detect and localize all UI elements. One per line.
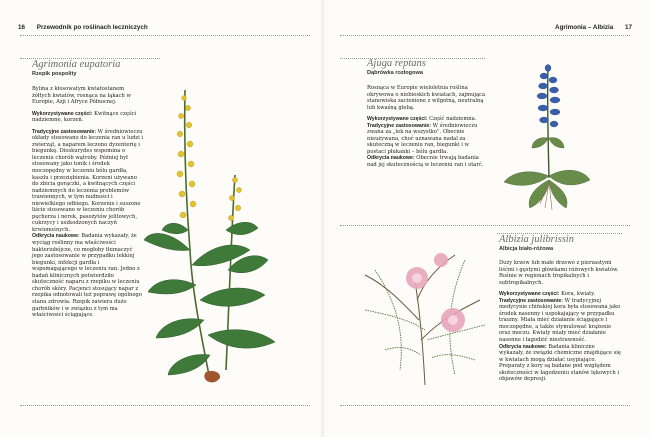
agrimonia-illustration [140, 80, 290, 390]
albizia-parts-label: Wykorzystywane części: [499, 291, 560, 298]
agrimonia-parts-text: Kwitnące części nadziemne, korzeń. [32, 110, 137, 124]
ajuga-research-text: Obecnie trwają badania nad jej skutecznością w leczeniu ran i otarć. [367, 155, 484, 169]
albizia-common-name: Albicja biało-różowa [499, 246, 554, 252]
agrimonia-traditional-label: Tradycyjne zastosowanie: [32, 128, 97, 135]
left-running-title: Przewodnik po roślinach leczniczych [36, 24, 148, 31]
ajuga-parts-text: Część nadziemna. [427, 116, 477, 123]
ajuga-traditional-text: W średniowieczu zwana za „lek na wszystko”. Obecnie nieużywana, choć uznawana nadal za skuteczną w leczeniu ran, biegunki i w postaci płukanki – bólu gardła. [367, 122, 478, 155]
albizia-parts-text: Kora, kwiaty. [559, 291, 596, 298]
left-page-number: 16 [18, 24, 26, 31]
mid-rule [340, 225, 630, 226]
left-bottom-rule [20, 405, 310, 406]
albizia-traditional [499, 298, 621, 344]
ajuga-common-name: Dąbrówka rozłogowa [367, 70, 423, 76]
albizia-research-text: Badania kliniczne wykazały, że związki chemiczne znajdujące się w kwiatach mogą działać usypiająco. Preparaty z kory są badane pod względem skuteczności w łagodzeniu stanów lękowych i objawów depresji. [499, 343, 621, 383]
albizia-body [499, 260, 621, 383]
right-running-title: Agrimonia – Albizia [555, 24, 614, 31]
agrimonia-traditional [32, 129, 144, 234]
left-top-rule [20, 35, 310, 36]
albizia-intro: Duży krzew lub małe drzewo z pierzastymi liśćmi i gęstymi główkami różowych kwiatów. Rośnie w regionach tropikalnych i subtropikalnych. [499, 260, 619, 286]
ajuga-research [367, 155, 489, 168]
agrimonia-research-label: Odkrycia naukowe: [32, 233, 80, 240]
agrimonia-parts [32, 111, 144, 124]
ajuga-traditional-label: Tradycyjne zastosowanie: [367, 122, 432, 129]
albizia-title: Albizia julibrissin [499, 234, 574, 245]
right-page [325, 0, 650, 437]
agrimonia-research-text: Badania wykazały, że wyciąg roślinny ma właściwości bakteriobójcze, co mogłoby tłumaczyć jego zastosowanie w przypadku lekkiej biegunki, infekcji gardła i wspomagającego w leczeniu ran. Jedno z badań klinicznych potwierdziło skuteczność naparu z rzepiku w leczeniu chorób skóry. Pacjenci stosujący napar z rzepika odnotowali też poprawę ogólnego stanu zdrowia. Rzepik zawiera dużo garbników i w związku z tym ma właściwości ściągające. [32, 233, 142, 319]
agrimonia-traditional-text: W średniowieczu okłady stosowano do leczenia ran u ludzi i zwierząt, a naparem leczono dyzenterię i biegunkę. Dioskurydes wspomina o leczeniu chorób wątroby. Później był stosowany jako tonik i środek moczopędny w leczeniu bólu gardła, kaszlu i przeziębienia. Korzeni używano do zbicia gorączki, a kwitnących części nadziemnych do leczenia problemów trawiennych, w tym nudności i niewielkiego odbiegu. Korzenie i suszone liście stosowano w leczeniu chorób pęcherza i nerek, pasożytów jelitowych, cukrzycy i uszkodzonych naczyń krwionośnych. [32, 128, 144, 233]
agrimonia-common-name: Rzepik pospolity [32, 71, 77, 77]
ajuga-traditional [367, 123, 489, 156]
albizia-research-label: Odkrycia naukowe: [499, 343, 547, 350]
albizia-traditional-label: Tradycyjne zastosowanie: [499, 297, 564, 304]
ajuga-body [367, 85, 489, 169]
ajuga-research-label: Odkrycia naukowe: [367, 155, 415, 162]
agrimonia-body [32, 86, 144, 319]
albizia-research [499, 344, 621, 383]
ajuga-title: Ajuga reptans [367, 58, 426, 69]
right-top-rule [340, 35, 630, 36]
albizia-illustration [355, 240, 495, 390]
agrimonia-intro: Bylina z kłosowatym kwiatostanem żółtych kwiatów, rosnąca na łąkach w Europie, Azji i Afryce Północnej. [32, 86, 131, 106]
agrimonia-parts-label: Wykorzystywane części: [32, 110, 93, 117]
agrimonia-title: Agrimonia eupatoria [32, 59, 121, 70]
ajuga-intro: Rosnąca w Europie wieloletnia roślina okrywowa o niebieskich kwiatach, zajmująca stanowiska zacienione z wilgotną, neutralną lub kwaśną glebą. [367, 85, 486, 111]
agrimonia-research [32, 233, 144, 318]
right-page-number: 17 [624, 24, 632, 31]
left-header [8, 24, 148, 31]
right-bottom-rule [340, 405, 630, 406]
right-header [555, 24, 642, 31]
ajuga-illustration [500, 58, 590, 218]
albizia-traditional-text: W tradycyjnej medycynie chińskiej kora była stosowana jako środek nasenny i uspokajający w przypadku traumy. Miała mieć działanie ściągające i moczopędne, a także stymulować krążenie oraz moczu. Kwiaty miały mieć działanie nasenne i łagodzić niestrawność. [499, 297, 621, 344]
ajuga-parts-label: Wykorzystywane części: [367, 116, 428, 123]
